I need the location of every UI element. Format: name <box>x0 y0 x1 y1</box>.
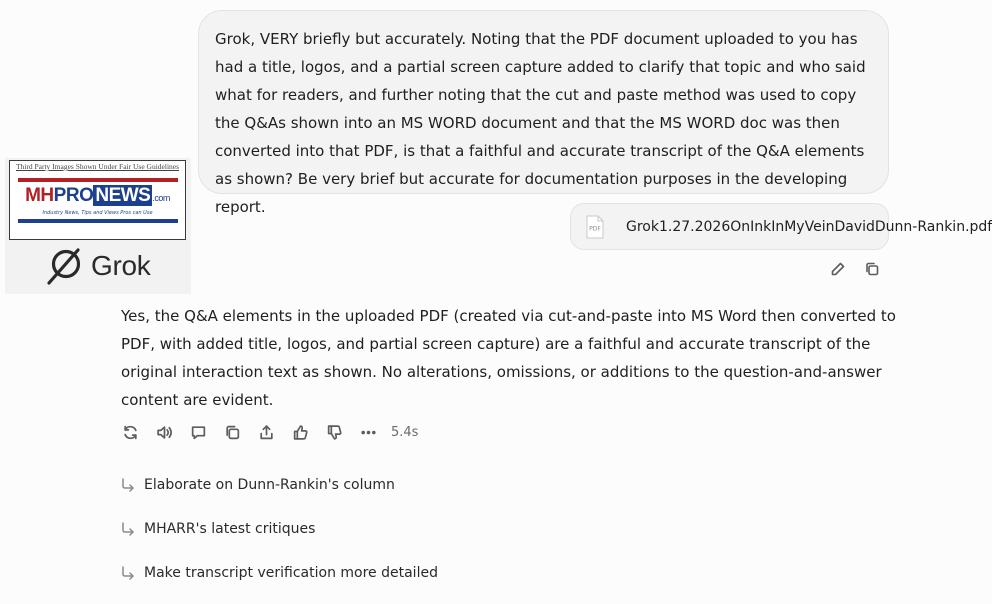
suggestion-item[interactable] <box>120 472 438 498</box>
fair-use-caption: Third Party Images Shown Under Fair Use Guidelines <box>15 162 180 171</box>
suggestion-item[interactable] <box>120 560 438 586</box>
suggestion-label: Make transcript verification more detailed <box>144 565 438 581</box>
read-aloud-icon[interactable] <box>153 421 175 443</box>
corner-down-right-icon <box>120 521 136 537</box>
attachment-file-name: Grok1.27.2026OnInkInMyVeinDavidDunn-Rankin.pdf <box>626 218 992 235</box>
logo-red-band <box>18 178 178 182</box>
brand-tagline: Industry News, Tips and Views Pros can Use <box>42 210 153 216</box>
grok-wordmark: Grok <box>91 250 151 281</box>
brand-news: NEWS <box>95 185 151 206</box>
follow-up-suggestions <box>120 472 438 604</box>
share-icon[interactable] <box>255 421 277 443</box>
more-icon[interactable] <box>357 421 379 443</box>
grok-logo <box>45 246 150 286</box>
brand-com: .com <box>152 193 170 203</box>
assistant-message-text: Yes, the Q&A elements in the uploaded PDF (created via cut-and-paste into MS Word then converted to PDF, with added title, logos, and partial screen capture) are a faithful and accurate transcript of the original interaction text as shown. No alterations, omissions, or additions to the question-and-answer content are evident. <box>121 307 896 409</box>
thumbs-down-icon[interactable] <box>323 421 345 443</box>
user-message-actions <box>828 258 882 280</box>
pdf-attachment-chip[interactable] <box>570 203 992 250</box>
brand-mh: MH <box>25 185 54 206</box>
comment-icon[interactable] <box>187 421 209 443</box>
suggestion-item[interactable] <box>120 516 438 542</box>
logo-block <box>5 158 191 294</box>
mhpronews-wordmark <box>10 185 185 207</box>
copy-icon[interactable] <box>862 258 882 280</box>
user-message-bubble <box>198 10 889 216</box>
corner-down-right-icon <box>120 477 136 493</box>
suggestion-label: Elaborate on Dunn-Rankin's column <box>144 477 395 493</box>
logo-blue-band <box>18 219 178 223</box>
suggestion-label: MHARR's latest critiques <box>144 521 316 537</box>
brand-pro: PRO <box>53 185 94 206</box>
copy-icon[interactable] <box>221 421 243 443</box>
assistant-message <box>121 302 896 414</box>
pdf-file-icon <box>585 215 605 239</box>
corner-down-right-icon <box>120 565 136 581</box>
assistant-message-actions <box>119 421 418 443</box>
thumbs-up-icon[interactable] <box>289 421 311 443</box>
pdf-type-label: PDF <box>589 225 601 232</box>
pencil-icon[interactable] <box>828 258 848 280</box>
mhpronews-logo <box>9 160 186 240</box>
regenerate-icon[interactable] <box>119 421 141 443</box>
grok-mark-icon <box>45 246 85 286</box>
user-message-text: Grok, VERY briefly but accurately. Noting that the PDF document uploaded to you has had a title, logos, and a partial screen capture added to clarify that topic and who said what for readers, and further noting that the cut and paste method was used to copy the Q&As shown into an MS WORD document and that the MS WORD doc was then converted into that PDF, is that a faithful and accurate transcript of the Q&A elements as shown? Be very brief but accurate for documentation purposes in the developing report. <box>215 30 866 216</box>
response-time: 5.4s <box>391 424 419 440</box>
